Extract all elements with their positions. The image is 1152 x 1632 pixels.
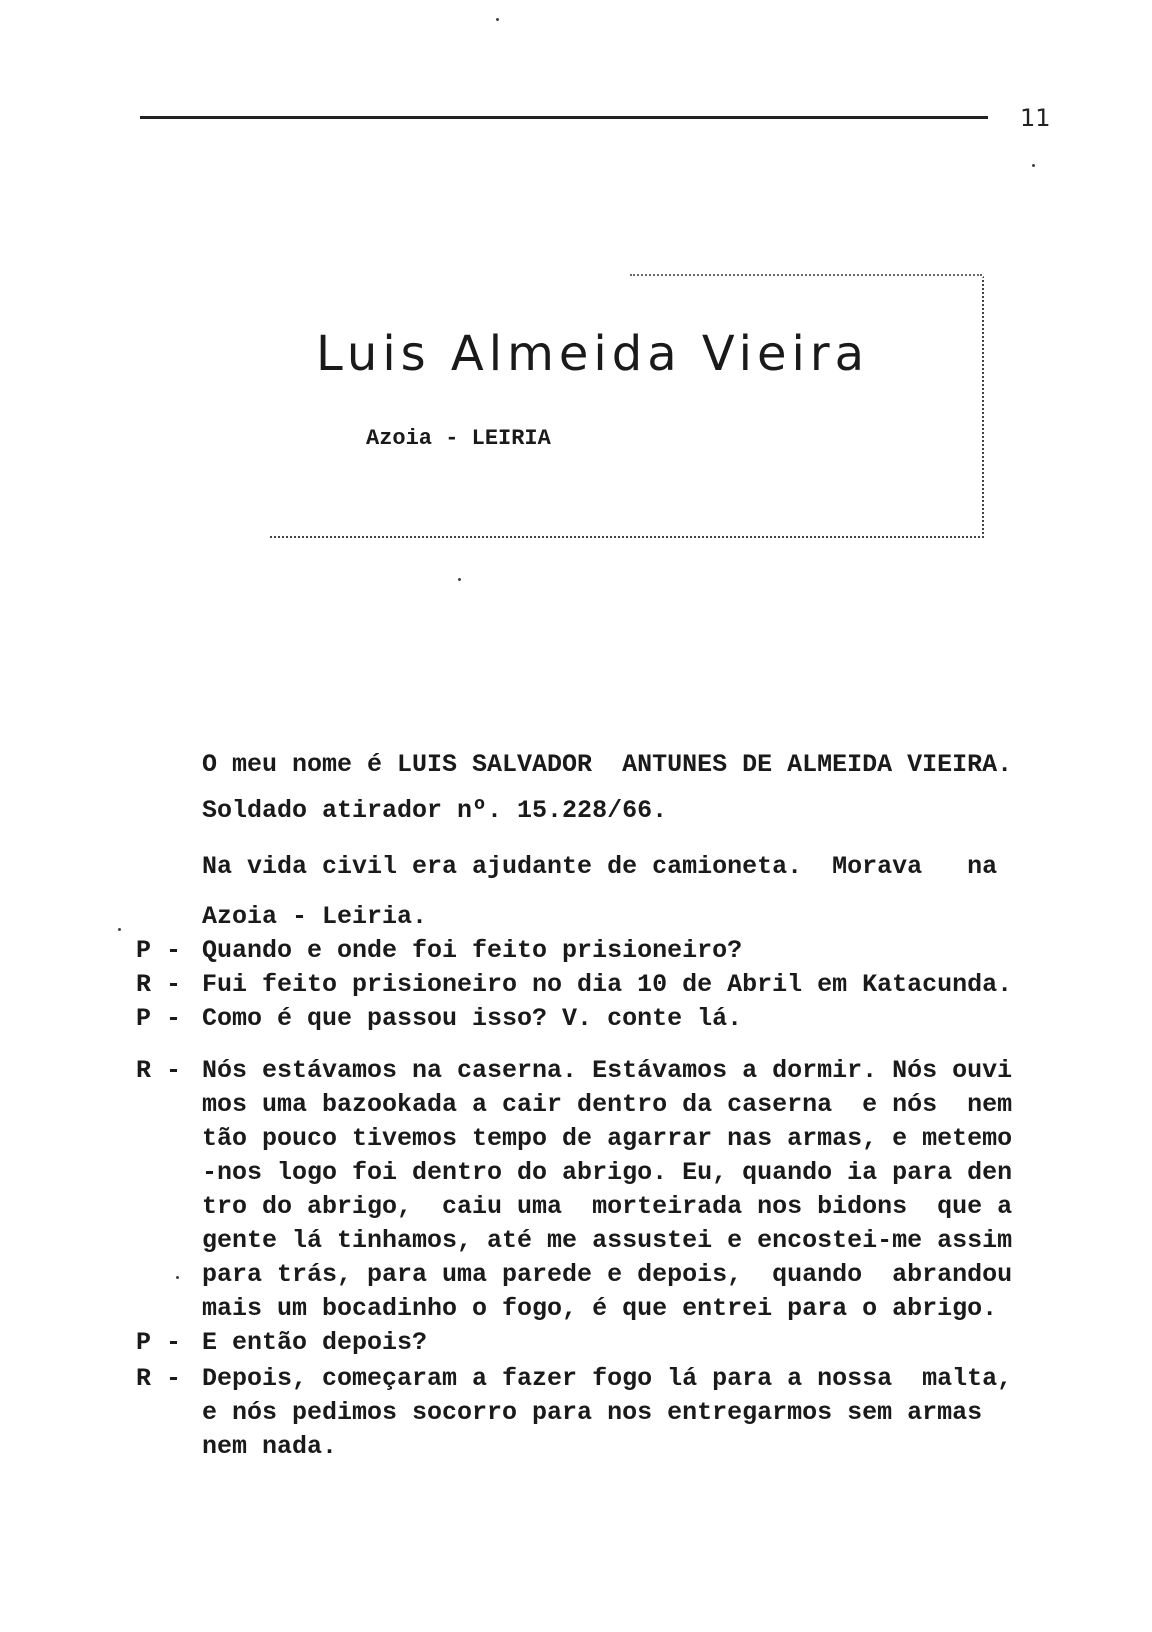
question-label: P - xyxy=(136,1328,182,1357)
answer-line: nem nada. xyxy=(202,1432,338,1461)
answer-line: mais um bocadinho o fogo, é que entrei para o abrigo. xyxy=(202,1294,998,1323)
question-text: E então depois? xyxy=(202,1328,428,1357)
scan-speck xyxy=(176,1276,179,1279)
person-location: Azoia - LEIRIA xyxy=(366,426,551,451)
name-frame xyxy=(270,276,984,538)
answer-line: para trás, para uma parede e depois, quando abrandou xyxy=(202,1260,1013,1289)
answer-line: tro do abrigo, caiu uma morteirada nos bidons que a xyxy=(202,1192,1013,1221)
page-number: 11 xyxy=(1020,104,1051,132)
answer-line: -nos logo foi dentro do abrigo. Eu, quando ia para den xyxy=(202,1158,1013,1187)
name-frame-top-edge xyxy=(630,274,982,276)
answer-line: e nós pedimos socorro para nos entregarmos sem armas xyxy=(202,1398,983,1427)
scan-speck xyxy=(118,928,121,931)
answer-label: R - xyxy=(136,1364,182,1393)
answer-line: Depois, começaram a fazer fogo lá para a nossa malta, xyxy=(202,1364,1013,1393)
answer-label: R - xyxy=(136,970,182,999)
question-text: Como é que passou isso? V. conte lá. xyxy=(202,1004,743,1033)
answer-line: gente lá tinhamos, até me assustei e encostei-me assim xyxy=(202,1226,1013,1255)
question-text: Quando e onde foi feito prisioneiro? xyxy=(202,936,743,965)
scan-speck xyxy=(458,578,461,581)
answer-label: R - xyxy=(136,1056,182,1085)
question-label: P - xyxy=(136,1004,182,1033)
answer-line: mos uma bazookada a cair dentro da caserna e nós nem xyxy=(202,1090,1013,1119)
intro-line-1: O meu nome é LUIS SALVADOR ANTUNES DE ALMEIDA VIEIRA. xyxy=(202,750,1013,779)
answer-line: tão pouco tivemos tempo de agarrar nas armas, e metemo xyxy=(202,1124,1013,1153)
question-label: P - xyxy=(136,936,182,965)
header-rule xyxy=(140,116,988,119)
answer-text: Fui feito prisioneiro no dia 10 de Abril em Katacunda. xyxy=(202,970,1013,999)
scan-speck xyxy=(1032,164,1035,167)
intro-line-3: Na vida civil era ajudante de camioneta. Morava na xyxy=(202,852,998,881)
scan-speck xyxy=(496,18,499,21)
answer-line: Nós estávamos na caserna. Estávamos a dormir. Nós ouvi xyxy=(202,1056,1013,1085)
intro-line-2: Soldado atirador nº. 15.228/66. xyxy=(202,796,668,825)
intro-line-4: Azoia - Leiria. xyxy=(202,902,428,931)
person-name: Luis Almeida Vieira xyxy=(316,326,869,382)
